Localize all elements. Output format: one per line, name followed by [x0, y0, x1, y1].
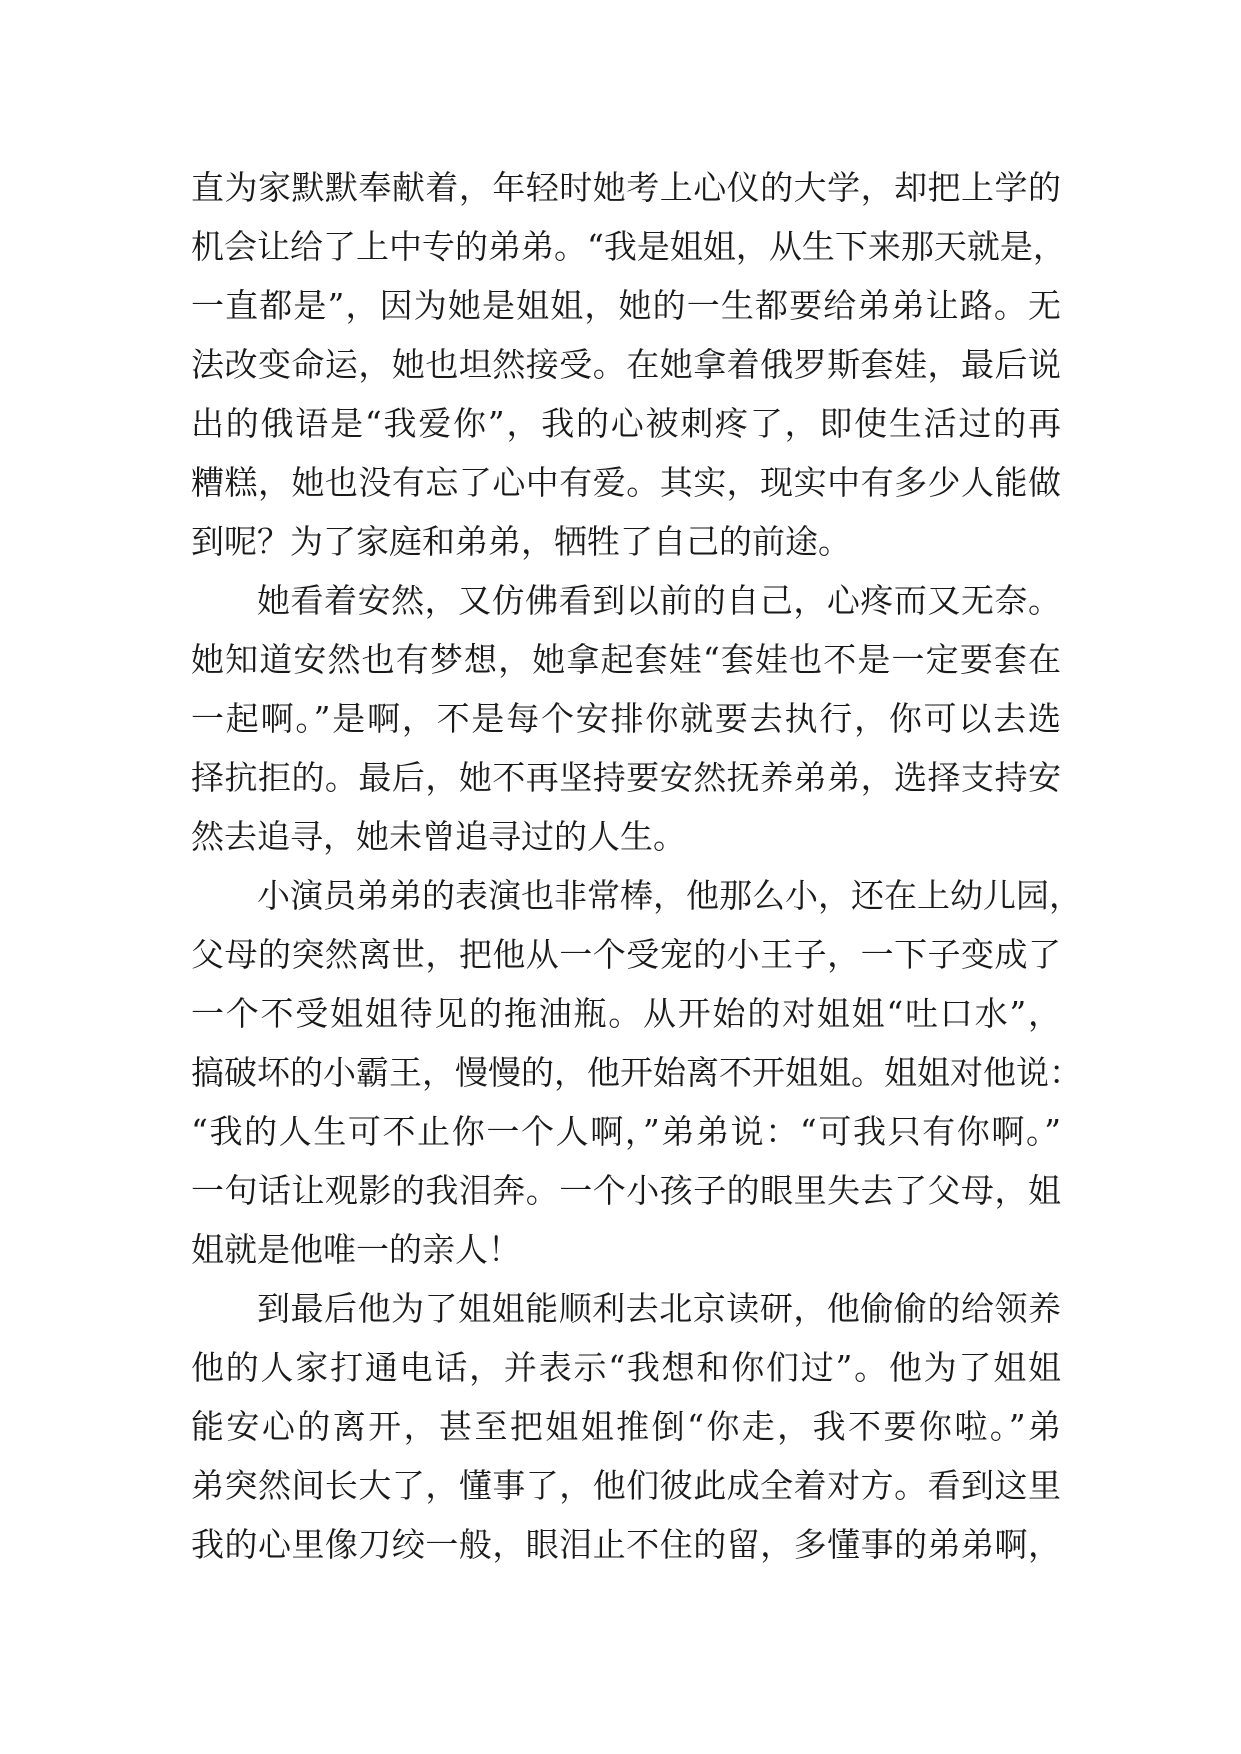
text-line: 能安心的离开，甚至把姐姐推倒“你走，我不要你啦。”弟 — [191, 1407, 1061, 1446]
text-line: 一个不受姐姐待见的拖油瓶。从开始的对姐姐“吐口水”， — [191, 994, 1061, 1033]
paragraph — [191, 1279, 1061, 1574]
text-line: 一起啊。”是啊，不是每个安排你就要去执行，你可以去选 — [191, 699, 1061, 738]
paragraph — [191, 158, 1066, 571]
text-line: 姐就是他唯一的亲人！ — [191, 1230, 521, 1269]
text-line: 搞破坏的小霸王，慢慢的，他开始离不开姐姐。姐姐对他说： — [191, 1053, 1082, 1092]
text-line: 他的人家打通电话，并表示“我想和你们过”。他为了姐姐 — [191, 1348, 1061, 1387]
text-line: 法改变命运，她也坦然接受。在她拿着俄罗斯套娃，最后说 — [191, 345, 1061, 384]
text-line: 我的心里像刀绞一般，眼泪止不住的留，多懂事的弟弟啊， — [191, 1525, 1061, 1564]
paragraph — [191, 571, 1061, 866]
text-line: 一句话让观影的我泪奔。一个小孩子的眼里失去了父母，姐 — [191, 1171, 1061, 1210]
text-line: 糟糕，她也没有忘了心中有爱。其实，现实中有多少人能做 — [191, 463, 1061, 502]
text-line: “我的人生可不止你一个人啊，”弟弟说：“可我只有你啊。” — [191, 1112, 1061, 1151]
text-line: 小演员弟弟的表演也非常棒，他那么小，还在上幼儿园， — [257, 876, 1082, 915]
text-line: 直为家默默奉献着，年轻时她考上心仪的大学，却把上学的 — [191, 168, 1061, 207]
document-body — [191, 158, 1082, 1574]
text-line: 弟突然间长大了，懂事了，他们彼此成全着对方。看到这里 — [191, 1466, 1061, 1505]
text-line: 择抗拒的。最后，她不再坚持要安然抚养弟弟，选择支持安 — [191, 758, 1061, 797]
text-line: 机会让给了上中专的弟弟。“我是姐姐，从生下来那天就是， — [191, 227, 1066, 266]
text-line: 她知道安然也有梦想，她拿起套娃“套娃也不是一定要套在 — [191, 640, 1061, 679]
paragraph — [191, 866, 1082, 1279]
text-line: 到呢？为了家庭和弟弟，牺牲了自己的前途。 — [191, 522, 851, 561]
text-line: 她看着安然，又仿佛看到以前的自己，心疼而又无奈。 — [257, 581, 1061, 620]
text-line: 然去追寻，她未曾追寻过的人生。 — [191, 817, 686, 856]
text-line: 父母的突然离世，把他从一个受宠的小王子，一下子变成了 — [191, 935, 1061, 974]
text-line: 到最后他为了姐姐能顺利去北京读研，他偷偷的给领养 — [257, 1289, 1061, 1328]
text-line: 出的俄语是“我爱你”，我的心被刺疼了，即使生活过的再 — [191, 404, 1061, 443]
text-line: 一直都是”，因为她是姐姐，她的一生都要给弟弟让路。无 — [191, 286, 1061, 325]
